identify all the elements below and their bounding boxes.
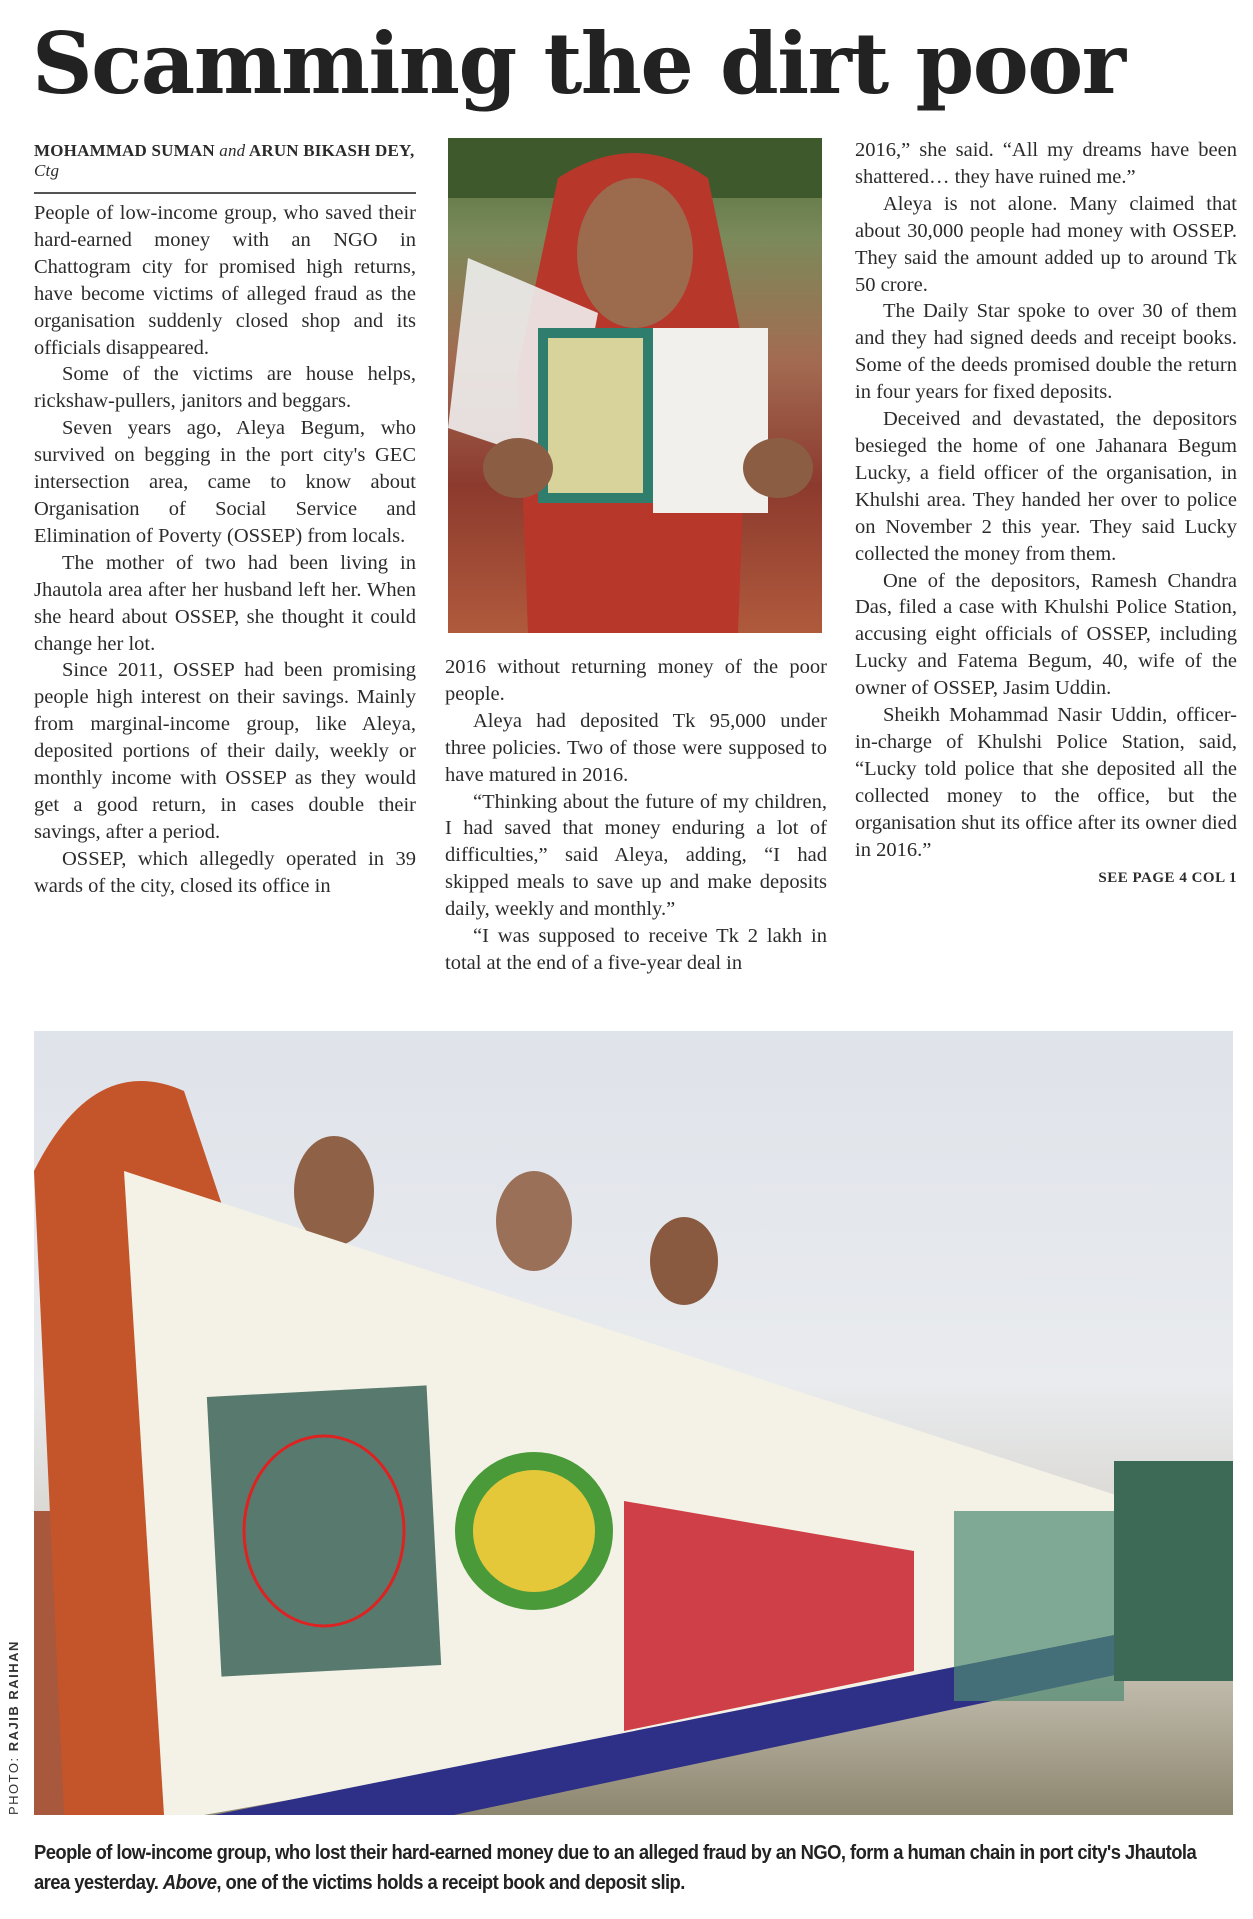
victim-holding-receipt-photo <box>448 138 822 633</box>
photo-caption <box>34 1838 1230 1898</box>
byline-author-1: MOHAMMAD SUMAN <box>34 141 215 160</box>
byline-place: Ctg <box>34 161 60 180</box>
photo-credit-name: RAJIB RAIHAN <box>6 1640 21 1752</box>
paragraph: One of the depositors, Ramesh Chandra Das, filed a case with Khulshi Police Station, accusing eight officials of OSSEP, including Lucky and Fatema Begum, 40, wife of the owner of OSSEP, Jasim Uddin. <box>855 569 1237 700</box>
paragraph: The mother of two had been living in Jhautola area after her husband left her. When she heard about OSSEP, she thought it could change her lot. <box>34 551 416 655</box>
paragraph: “I was supposed to receive Tk 2 lakh in total at the end of a five-year deal in <box>445 925 827 974</box>
paragraph: Aleya had deposited Tk 95,000 under three policies. Two of those were supposed to have matured in 2016. <box>445 709 827 786</box>
paragraph: “Thinking about the future of my children, I had saved that money enduring a lot of difficulties,” said Aleya, adding, “I had skipped meals to save up and make deposits daily, weekly and monthly.” <box>445 790 827 921</box>
caption-text: People of low-income group, who lost their hard-earned money due to an alleged fraud by an NGO, form a human chain in port city's Jhautola area yesterday. <box>34 1842 1197 1894</box>
photo-credit <box>6 1640 21 1815</box>
paragraph: Since 2011, OSSEP had been promising people high interest on their savings. Mainly from marginal-income group, like Aleya, deposited portions of their daily, weekly or monthly income with OSSEP as they would get a good return, in cases double their savings, after a period. <box>34 659 416 843</box>
article-column-3 <box>855 137 1237 892</box>
paragraph: 2016 without returning money of the poor people. <box>445 656 827 705</box>
caption-text-end: , one of the victims holds a receipt book and deposit slip. <box>216 1872 685 1894</box>
paragraph: Some of the victims are house helps, rickshaw-pullers, janitors and beggars. <box>34 363 416 413</box>
paragraph: OSSEP, which allegedly operated in 39 wards of the city, closed its office in <box>34 847 416 897</box>
byline-conjunction: and <box>219 141 246 160</box>
photo-credit-label: PHOTO: <box>6 1756 21 1815</box>
paragraph: Deceived and devastated, the depositors besieged the home of one Jahanara Begum Lucky, a field officer of the organisation, in Khulshi area. They handed her over to police on November 2 this year. They said Lucky collected the money from them. <box>855 408 1237 565</box>
byline-rule <box>34 192 416 194</box>
paragraph: Aleya is not alone. Many claimed that about 30,000 people had money with OSSEP. They said the amount added up to around Tk 50 crore. <box>855 192 1237 296</box>
human-chain-protest-photo <box>34 1031 1233 1815</box>
paragraph: Seven years ago, Aleya Begum, who survived on begging in the port city's GEC intersection area, came to know about Organisation of Social Service and Elimination of Poverty (OSSEP) from locals. <box>34 417 416 547</box>
paragraph: 2016,” she said. “All my dreams have been shattered… they have ruined me.” <box>855 139 1237 188</box>
article-column-2 <box>445 654 827 977</box>
continued-on-page-link[interactable]: SEE PAGE 4 COL 1 <box>1098 870 1237 887</box>
headline: Scamming the dirt poor <box>32 14 1125 113</box>
paragraph: The Daily Star spoke to over 30 of them and they had signed deeds and receipt books. Some of the deeds promised double the return in four years for fixed deposits. <box>855 300 1237 404</box>
paragraph: Sheikh Mohammad Nasir Uddin, officer-in-charge of Khulshi Police Station, said, “Lucky told police that she deposited all the collected money to the office, but the organisation shut its office after its owner died in 2016.” <box>855 704 1237 861</box>
byline <box>34 141 416 181</box>
caption-italic: Above <box>162 1872 217 1894</box>
paragraph: People of low-income group, who saved their hard-earned money with an NGO in Chattogram city for promised high returns, have become victims of alleged fraud as the organisation suddenly closed shop and its officials disappeared. <box>34 202 416 359</box>
article-column-1 <box>34 200 416 900</box>
byline-author-2: ARUN BIKASH DEY, <box>248 141 415 160</box>
